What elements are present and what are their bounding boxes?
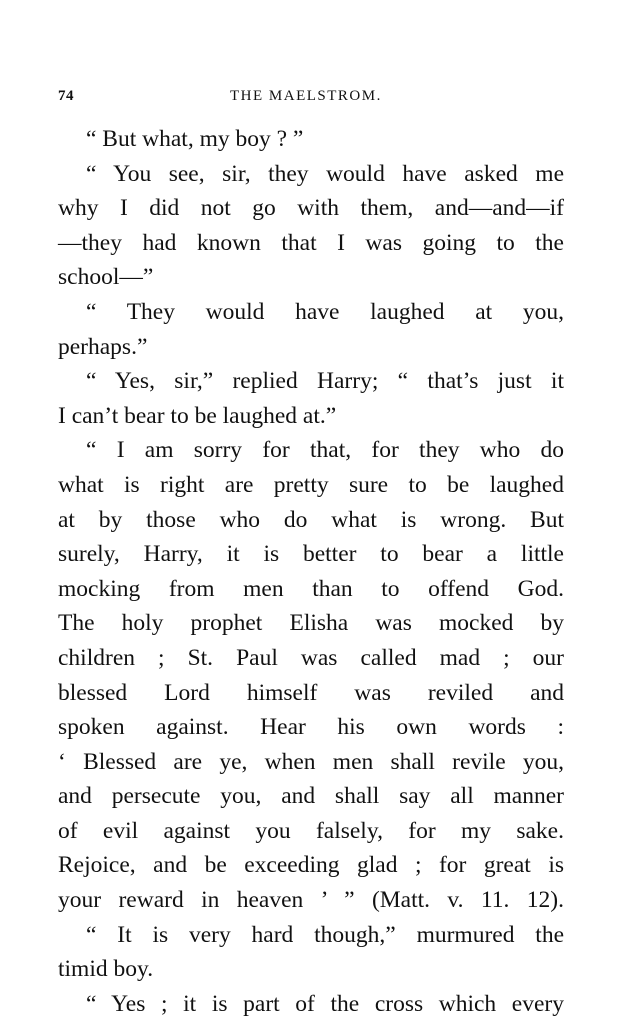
text-line: surely, Harry, it is better to bear a little	[58, 541, 564, 568]
text-line: mocking from men than to offend God.	[58, 575, 564, 602]
text-line: why I did not go with them, and—and—if	[58, 195, 564, 222]
text-line: “ They would have laughed at you,	[86, 298, 564, 325]
text-line: blessed Lord himself was reviled and	[58, 679, 564, 706]
page-header	[58, 88, 568, 112]
text-line: children ; St. Paul was called mad ; our	[58, 644, 564, 671]
text-line: your reward in heaven ’ ” (Matt. v. 11. 12).	[58, 887, 564, 914]
text-line: —they had known that I was going to the	[58, 229, 564, 256]
text-line: “ It is very hard though,” murmured the	[86, 921, 564, 948]
text-line: “ You see, sir, they would have asked me	[86, 160, 564, 187]
text-line: perhaps.”	[58, 333, 148, 360]
text-line: I can’t bear to be laughed at.”	[58, 402, 337, 429]
text-line: “ But what, my boy ? ”	[86, 126, 304, 152]
text-line: of evil against you falsely, for my sake.	[58, 817, 564, 844]
text-line: timid boy.	[58, 956, 154, 983]
text-line: what is right are pretty sure to be laughed	[58, 471, 564, 498]
text-line: The holy prophet Elisha was mocked by	[58, 610, 564, 637]
body-text	[58, 122, 564, 1021]
text-line: and persecute you, and shall say all manner	[58, 783, 564, 810]
text-line: “ I am sorry for that, for they who do	[86, 437, 564, 464]
text-line: school—”	[58, 264, 154, 291]
text-line: “ Yes, sir,” replied Harry; “ that’s just it	[86, 368, 564, 395]
text-line: “ Yes ; it is part of the cross which every	[86, 990, 564, 1017]
text-line: ‘ Blessed are ye, when men shall revile you,	[58, 748, 564, 775]
running-head: THE MAELSTROM.	[230, 88, 382, 104]
text-line: at by those who do what is wrong. But	[58, 506, 564, 533]
text-line: spoken against. Hear his own words :	[58, 714, 564, 741]
page-number: 74	[58, 88, 74, 104]
text-line: Rejoice, and be exceeding glad ; for great is	[58, 852, 564, 879]
